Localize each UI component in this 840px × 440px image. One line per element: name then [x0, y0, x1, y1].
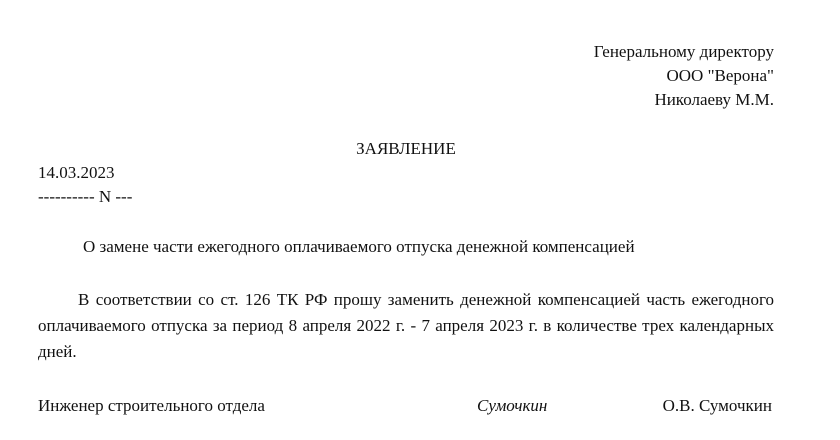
addressee-company: ООО "Верона"	[666, 66, 774, 85]
document-date: 14.03.2023	[38, 163, 115, 182]
addressee-position: Генеральному директору	[593, 42, 774, 61]
handwritten-signature: Сумочкин	[477, 396, 548, 415]
document-body: В соответствии со ст. 126 ТК РФ прошу заменить денежной компенсацией часть ежегодного оплачиваемого отпуска за период 8 апреля 2022 г. - 7 апреля 2023 г. в количестве трех календарных дней.	[38, 290, 774, 361]
signer-position: Инженер строительного отдела	[38, 396, 265, 415]
addressee-block	[594, 40, 774, 112]
signature-row	[0, 393, 840, 419]
document-number: ---------- N ---	[38, 187, 133, 206]
document-title: ЗАЯВЛЕНИЕ	[356, 139, 456, 158]
document-subject: О замене части ежегодного оплачиваемого отпуска денежной компенсацией	[83, 237, 635, 256]
addressee-name: Николаеву М.М.	[654, 90, 774, 109]
signer-name: О.В. Сумочкин	[662, 396, 772, 415]
